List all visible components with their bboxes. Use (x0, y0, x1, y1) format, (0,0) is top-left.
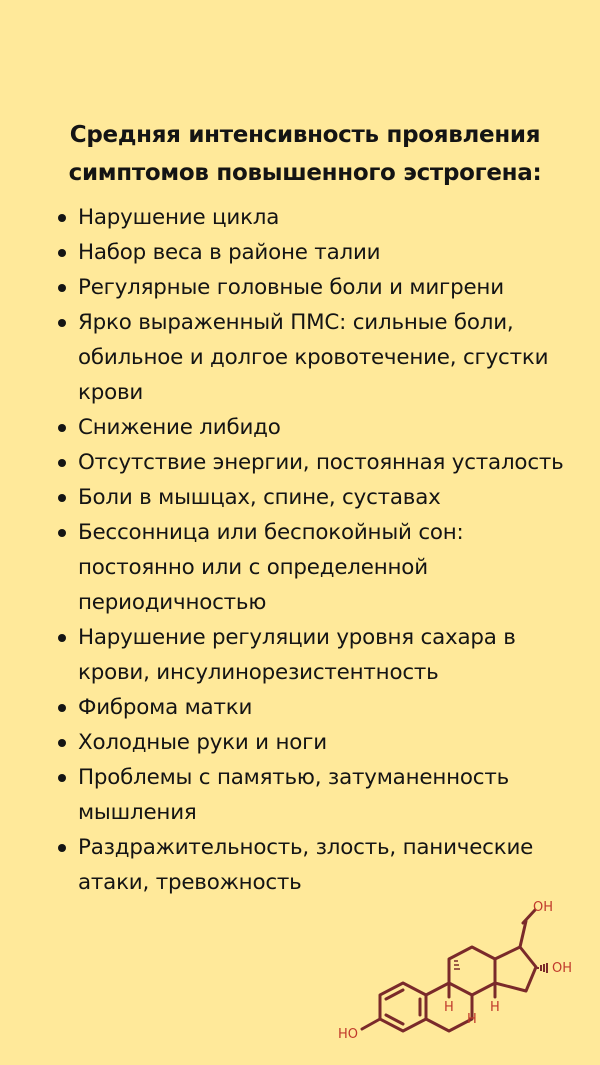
title-line-1: Средняя интенсивность проявления (69, 122, 541, 148)
h-label-1: H (467, 1012, 477, 1027)
symptom-list (0, 200, 600, 900)
estriol-molecule-icon (330, 895, 590, 1060)
list-item: Раздражительность, злость, панические атаки, тревожность (0, 830, 600, 900)
h-label-2: H (444, 1000, 454, 1015)
list-item: Холодные руки и ноги (0, 725, 600, 760)
list-item: Ярко выраженный ПМС: сильные боли, обильное и долгое кровотечение, сгустки крови (0, 305, 600, 410)
list-item: Набор веса в районе талии (0, 235, 600, 270)
oh-top-label: OH (533, 900, 554, 915)
oh-right-label: OH (552, 961, 573, 976)
title-line-2: симптомов повышенного эстрогена: (68, 160, 542, 186)
page-title (40, 116, 570, 192)
list-item: Регулярные головные боли и мигрени (0, 270, 600, 305)
list-item: Бессонница или беспокойный сон: постоянно или с определенной периодичностью (0, 515, 600, 620)
list-item: Снижение либидо (0, 410, 600, 445)
list-item: Отсутствие энергии, постоянная усталость (0, 445, 600, 480)
ho-left-label: HO (338, 1027, 359, 1042)
h-label-3: H (490, 1000, 500, 1015)
list-item: Нарушение цикла (0, 200, 600, 235)
list-item: Нарушение регуляции уровня сахара в крови, инсулинорезистентность (0, 620, 600, 690)
list-item: Фиброма матки (0, 690, 600, 725)
list-item: Проблемы с памятью, затуманенность мышления (0, 760, 600, 830)
list-item: Боли в мышцах, спине, суставах (0, 480, 600, 515)
